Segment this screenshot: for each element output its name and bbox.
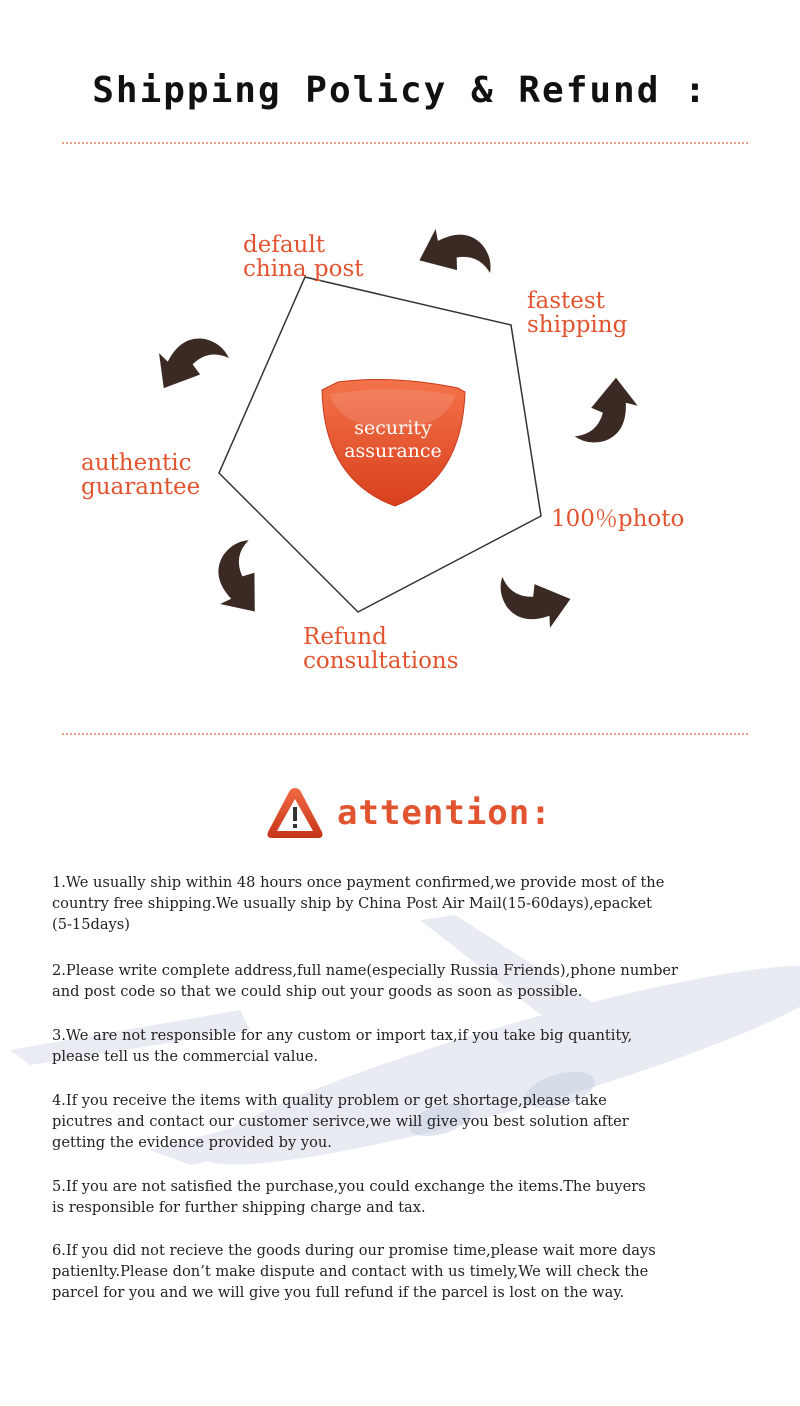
dotted-divider-bottom	[62, 733, 748, 735]
note-1: 1.We usually ship within 48 hours once payment confirmed,we provide most of the country free shipping.We usually ship by China Post Air Mail(15-60days),epacket (5-15days)	[52, 874, 665, 933]
note-3: 3.We are not responsible for any custom or import tax,if you take big quantity, please tell us the commercial value.	[52, 1027, 633, 1065]
shield-label: security assurance	[344, 417, 442, 462]
attention-label: attention:	[337, 793, 552, 833]
label-100-photo: 100％photo	[551, 506, 685, 532]
policy-diagram	[0, 180, 800, 700]
curved-arrow-icon-4	[197, 536, 284, 625]
dotted-divider-top	[62, 142, 748, 144]
curved-arrow-icon-3	[498, 564, 576, 637]
note-5: 5.If you are not satisfied the purchase,you could exchange the items.The buyers is responsible for further shipping charge and tax.	[52, 1178, 646, 1216]
curved-arrow-icon-5	[144, 320, 231, 409]
attention-heading	[265, 783, 552, 843]
policy-notes	[0, 860, 800, 1380]
warning-triangle-icon	[265, 785, 325, 841]
label-authentic-guarantee: authentic guarantee	[81, 450, 201, 500]
note-4: 4.If you receive the items with quality problem or get shortage,please take picutres and contact our customer serivce,we will give you best solution after getting the evidence provided by you.	[52, 1092, 629, 1151]
label-refund-consultations: Refund consultations	[303, 624, 459, 674]
curved-arrow-icon-2	[574, 375, 640, 447]
note-6: 6.If you did not recieve the goods during our promise time,please wait more days patienlty.Please don’t make dispute and contact with us timely,We will check the parcel for you and we will give you full refund if the parcel is lost on the way.	[52, 1242, 656, 1301]
curved-arrow-icon-1	[411, 215, 494, 294]
label-default-china-post: default china post	[243, 232, 364, 282]
page-title: Shipping Policy & Refund :	[92, 70, 708, 111]
note-2: 2.Please write complete address,full name(especially Russia Friends),phone number and post code so that we could ship out your goods as soon as possible.	[52, 962, 679, 1000]
label-fastest-shipping: fastest shipping	[527, 288, 628, 338]
